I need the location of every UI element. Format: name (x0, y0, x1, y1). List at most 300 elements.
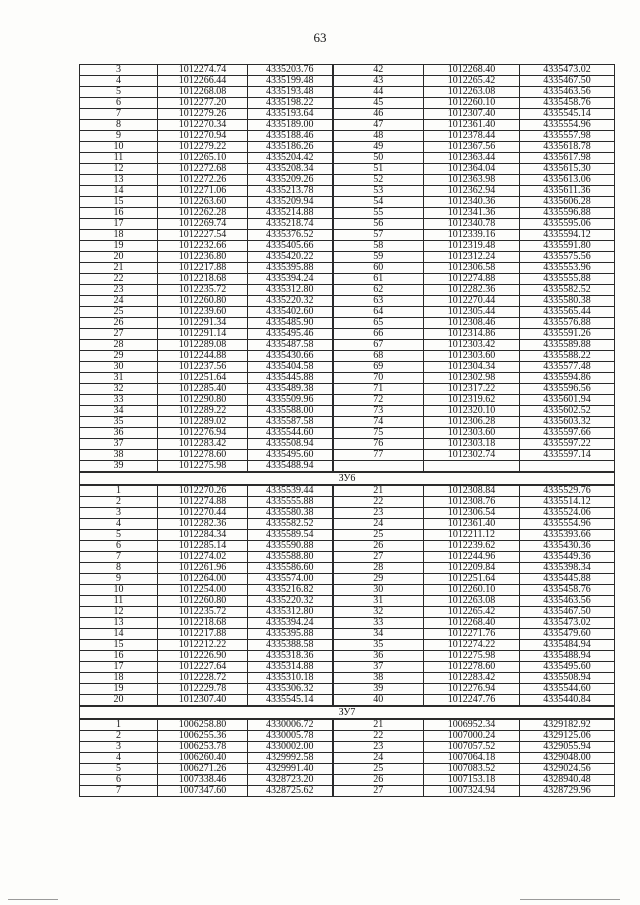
point-number-cell: 32 (333, 607, 424, 618)
point-number-cell: 36 (80, 428, 158, 439)
footer-rule-right (520, 899, 620, 900)
x-coordinate-cell: 1006952.34 (424, 719, 520, 731)
x-coordinate-cell: 1007324.94 (424, 786, 520, 797)
x-coordinate-cell: 1012226.90 (158, 651, 248, 662)
point-number-cell: 20 (80, 252, 158, 263)
point-number-cell: 30 (80, 362, 158, 373)
point-number-cell: 44 (333, 87, 424, 98)
y-coordinate-cell: 4335577.48 (520, 362, 615, 373)
point-number-cell: 20 (80, 695, 158, 707)
x-coordinate-cell: 1012262.28 (158, 208, 248, 219)
point-number-cell: 17 (80, 219, 158, 230)
y-coordinate-cell: 4335449.36 (520, 552, 615, 563)
y-coordinate-cell: 4335488.94 (248, 461, 333, 473)
x-coordinate-cell: 1012263.60 (158, 197, 248, 208)
x-coordinate-cell: 1012272.68 (158, 164, 248, 175)
y-coordinate-cell: 4335208.34 (248, 164, 333, 175)
table-row (80, 208, 615, 219)
x-coordinate-cell: 1012303.60 (424, 428, 520, 439)
y-coordinate-cell: 4335591.26 (520, 329, 615, 340)
point-number-cell: 19 (80, 684, 158, 695)
x-coordinate-cell: 1012270.34 (158, 120, 248, 131)
point-number-cell: 66 (333, 329, 424, 340)
point-number-cell: 49 (333, 142, 424, 153)
table-row (80, 607, 615, 618)
point-number-cell: 5 (80, 530, 158, 541)
footer-rule-left (8, 899, 58, 900)
point-number-cell: 9 (80, 574, 158, 585)
y-coordinate-cell: 4335398.34 (520, 563, 615, 574)
point-number-cell: 73 (333, 406, 424, 417)
y-coordinate-cell: 4335463.56 (520, 596, 615, 607)
y-coordinate-cell: 4329991.40 (248, 764, 333, 775)
y-coordinate-cell: 4335312.80 (248, 285, 333, 296)
x-coordinate-cell: 1012270.44 (158, 508, 248, 519)
table-row (80, 629, 615, 640)
point-number-cell (333, 461, 424, 473)
point-number-cell: 28 (333, 563, 424, 574)
y-coordinate-cell: 4335395.88 (248, 263, 333, 274)
y-coordinate-cell: 4335545.14 (520, 109, 615, 120)
x-coordinate-cell: 1012274.88 (158, 497, 248, 508)
point-number-cell: 52 (333, 175, 424, 186)
coordinates-table (79, 64, 615, 797)
point-number-cell: 25 (333, 764, 424, 775)
x-coordinate-cell: 1012260.10 (424, 585, 520, 596)
table-row (80, 439, 615, 450)
x-coordinate-cell: 1012317.22 (424, 384, 520, 395)
x-coordinate-cell: 1012302.74 (424, 450, 520, 461)
x-coordinate-cell: 1012378.44 (424, 131, 520, 142)
point-number-cell: 1 (80, 485, 158, 497)
table-row (80, 461, 615, 473)
y-coordinate-cell: 4335203.76 (248, 65, 333, 76)
y-coordinate-cell: 4335489.38 (248, 384, 333, 395)
y-coordinate-cell: 4335596.88 (520, 208, 615, 219)
y-coordinate-cell: 4329182.92 (520, 719, 615, 731)
point-number-cell: 77 (333, 450, 424, 461)
x-coordinate-cell: 1012251.64 (424, 574, 520, 585)
point-number-cell: 6 (80, 98, 158, 109)
y-coordinate-cell: 4335508.94 (248, 439, 333, 450)
x-coordinate-cell: 1012303.42 (424, 340, 520, 351)
x-coordinate-cell: 1012319.48 (424, 241, 520, 252)
table-row (80, 574, 615, 585)
point-number-cell: 16 (80, 208, 158, 219)
y-coordinate-cell: 4335588.80 (248, 552, 333, 563)
point-number-cell: 3 (80, 65, 158, 76)
y-coordinate-cell: 4328725.62 (248, 786, 333, 797)
point-number-cell: 43 (333, 76, 424, 87)
x-coordinate-cell: 1007064.18 (424, 753, 520, 764)
point-number-cell: 60 (333, 263, 424, 274)
x-coordinate-cell: 1007083.52 (424, 764, 520, 775)
x-coordinate-cell: 1012339.16 (424, 230, 520, 241)
point-number-cell: 13 (80, 175, 158, 186)
y-coordinate-cell: 4328723.20 (248, 775, 333, 786)
x-coordinate-cell: 1012320.10 (424, 406, 520, 417)
y-coordinate-cell: 4335440.84 (520, 695, 615, 707)
x-coordinate-cell: 1012277.20 (158, 98, 248, 109)
table-row (80, 618, 615, 629)
point-number-cell: 18 (80, 673, 158, 684)
table-row (80, 153, 615, 164)
point-number-cell: 51 (333, 164, 424, 175)
section-header-row (80, 706, 615, 719)
point-number-cell: 3 (80, 742, 158, 753)
x-coordinate-cell: 1012308.84 (424, 485, 520, 497)
y-coordinate-cell: 4329992.58 (248, 753, 333, 764)
table-row (80, 417, 615, 428)
y-coordinate-cell: 4335209.26 (248, 175, 333, 186)
point-number-cell: 35 (333, 640, 424, 651)
point-number-cell: 39 (80, 461, 158, 473)
x-coordinate-cell: 1012340.36 (424, 197, 520, 208)
y-coordinate-cell: 4335306.32 (248, 684, 333, 695)
y-coordinate-cell: 4335188.46 (248, 131, 333, 142)
point-number-cell: 8 (80, 563, 158, 574)
point-number-cell: 33 (333, 618, 424, 629)
table-row (80, 142, 615, 153)
y-coordinate-cell: 4335479.60 (520, 629, 615, 640)
y-coordinate-cell: 4335594.86 (520, 373, 615, 384)
point-number-cell: 7 (80, 786, 158, 797)
x-coordinate-cell: 1012211.12 (424, 530, 520, 541)
x-coordinate-cell: 1012340.78 (424, 219, 520, 230)
y-coordinate-cell: 4335420.22 (248, 252, 333, 263)
y-coordinate-cell: 4335487.58 (248, 340, 333, 351)
point-number-cell: 37 (333, 662, 424, 673)
x-coordinate-cell: 1012276.94 (158, 428, 248, 439)
point-number-cell: 4 (80, 76, 158, 87)
point-number-cell: 68 (333, 351, 424, 362)
x-coordinate-cell: 1012274.88 (424, 274, 520, 285)
y-coordinate-cell: 4335595.06 (520, 219, 615, 230)
table-row (80, 65, 615, 76)
y-coordinate-cell: 4335580.38 (520, 296, 615, 307)
y-coordinate-cell: 4335545.14 (248, 695, 333, 707)
point-number-cell: 58 (333, 241, 424, 252)
point-number-cell: 65 (333, 318, 424, 329)
y-coordinate-cell: 4335575.56 (520, 252, 615, 263)
x-coordinate-cell: 1007000.24 (424, 731, 520, 742)
table-row (80, 274, 615, 285)
point-number-cell: 11 (80, 153, 158, 164)
y-coordinate-cell: 4335590.88 (248, 541, 333, 552)
y-coordinate-cell: 4335553.96 (520, 263, 615, 274)
point-number-cell: 55 (333, 208, 424, 219)
point-number-cell: 8 (80, 120, 158, 131)
table-row (80, 252, 615, 263)
point-number-cell: 10 (80, 142, 158, 153)
point-number-cell: 11 (80, 596, 158, 607)
y-coordinate-cell: 4335574.00 (248, 574, 333, 585)
table-row (80, 764, 615, 775)
y-coordinate-cell: 4335597.66 (520, 428, 615, 439)
table-row (80, 395, 615, 406)
y-coordinate-cell: 4335594.12 (520, 230, 615, 241)
x-coordinate-cell: 1012302.98 (424, 373, 520, 384)
x-coordinate-cell: 1012263.08 (424, 596, 520, 607)
point-number-cell: 39 (333, 684, 424, 695)
point-number-cell: 64 (333, 307, 424, 318)
y-coordinate-cell: 4329048.00 (520, 753, 615, 764)
x-coordinate-cell: 1012244.88 (158, 351, 248, 362)
point-number-cell: 30 (333, 585, 424, 596)
y-coordinate-cell: 4335554.96 (520, 120, 615, 131)
point-number-cell: 29 (333, 574, 424, 585)
table-row (80, 241, 615, 252)
x-coordinate-cell: 1006255.36 (158, 731, 248, 742)
y-coordinate-cell: 4335582.52 (520, 285, 615, 296)
y-coordinate-cell: 4335580.38 (248, 508, 333, 519)
x-coordinate-cell: 1012283.42 (424, 673, 520, 684)
y-coordinate-cell: 4335220.32 (248, 296, 333, 307)
x-coordinate-cell: 1012282.36 (158, 519, 248, 530)
point-number-cell: 61 (333, 274, 424, 285)
table-row (80, 340, 615, 351)
y-coordinate-cell: 4335555.88 (520, 274, 615, 285)
table-row (80, 362, 615, 373)
coordinates-table-container (79, 64, 614, 797)
point-number-cell: 18 (80, 230, 158, 241)
y-coordinate-cell: 4328940.48 (520, 775, 615, 786)
x-coordinate-cell: 1012209.84 (424, 563, 520, 574)
point-number-cell: 15 (80, 197, 158, 208)
x-coordinate-cell: 1012270.44 (424, 296, 520, 307)
point-number-cell: 34 (80, 406, 158, 417)
x-coordinate-cell: 1006260.40 (158, 753, 248, 764)
y-coordinate-cell: 4335606.28 (520, 197, 615, 208)
y-coordinate-cell: 4335376.52 (248, 230, 333, 241)
y-coordinate-cell: 4335404.58 (248, 362, 333, 373)
x-coordinate-cell: 1007057.52 (424, 742, 520, 753)
point-number-cell: 6 (80, 541, 158, 552)
table-row (80, 563, 615, 574)
x-coordinate-cell: 1007347.60 (158, 786, 248, 797)
y-coordinate-cell: 4335199.48 (248, 76, 333, 87)
x-coordinate-cell: 1012307.40 (424, 109, 520, 120)
x-coordinate-cell: 1012237.56 (158, 362, 248, 373)
y-coordinate-cell: 4335394.24 (248, 274, 333, 285)
x-coordinate-cell (424, 461, 520, 473)
y-coordinate-cell: 4335473.02 (520, 618, 615, 629)
y-coordinate-cell: 4335473.02 (520, 65, 615, 76)
x-coordinate-cell: 1012229.78 (158, 684, 248, 695)
y-coordinate-cell: 4335393.66 (520, 530, 615, 541)
x-coordinate-cell: 1012247.76 (424, 695, 520, 707)
point-number-cell: 36 (333, 651, 424, 662)
x-coordinate-cell: 1012227.64 (158, 662, 248, 673)
y-coordinate-cell: 4328729.96 (520, 786, 615, 797)
point-number-cell: 5 (80, 87, 158, 98)
y-coordinate-cell: 4335430.66 (248, 351, 333, 362)
table-row (80, 695, 615, 707)
x-coordinate-cell: 1012244.96 (424, 552, 520, 563)
y-coordinate-cell: 4335186.26 (248, 142, 333, 153)
x-coordinate-cell: 1012261.96 (158, 563, 248, 574)
x-coordinate-cell: 1012291.34 (158, 318, 248, 329)
x-coordinate-cell: 1012218.68 (158, 618, 248, 629)
y-coordinate-cell: 4335601.94 (520, 395, 615, 406)
point-number-cell: 25 (333, 530, 424, 541)
table-row (80, 307, 615, 318)
x-coordinate-cell: 1012284.34 (158, 530, 248, 541)
y-coordinate-cell: 4335544.60 (248, 428, 333, 439)
table-row (80, 585, 615, 596)
point-number-cell: 21 (333, 485, 424, 497)
y-coordinate-cell: 4335576.88 (520, 318, 615, 329)
x-coordinate-cell: 1012283.42 (158, 439, 248, 450)
table-row (80, 87, 615, 98)
point-number-cell: 69 (333, 362, 424, 373)
page-number: 63 (313, 30, 327, 45)
y-coordinate-cell: 4335586.60 (248, 563, 333, 574)
point-number-cell: 3 (80, 508, 158, 519)
point-number-cell: 27 (80, 329, 158, 340)
point-number-cell: 21 (80, 263, 158, 274)
x-coordinate-cell: 1012263.08 (424, 87, 520, 98)
x-coordinate-cell: 1012254.00 (158, 585, 248, 596)
y-coordinate-cell: 4329055.94 (520, 742, 615, 753)
y-coordinate-cell: 4335445.88 (520, 574, 615, 585)
x-coordinate-cell: 1006258.80 (158, 719, 248, 731)
x-coordinate-cell: 1012308.46 (424, 318, 520, 329)
y-coordinate-cell: 4330002.00 (248, 742, 333, 753)
point-number-cell: 21 (333, 719, 424, 731)
table-row (80, 731, 615, 742)
point-number-cell: 47 (333, 120, 424, 131)
table-row (80, 640, 615, 651)
point-number-cell: 22 (80, 274, 158, 285)
table-row (80, 428, 615, 439)
table-row (80, 329, 615, 340)
y-coordinate-cell: 4335591.80 (520, 241, 615, 252)
y-coordinate-cell: 4335402.60 (248, 307, 333, 318)
point-number-cell: 23 (80, 285, 158, 296)
y-coordinate-cell: 4335213.78 (248, 186, 333, 197)
x-coordinate-cell: 1012275.98 (424, 651, 520, 662)
y-coordinate-cell: 4335508.94 (520, 673, 615, 684)
table-row (80, 662, 615, 673)
x-coordinate-cell: 1012306.58 (424, 263, 520, 274)
point-number-cell: 7 (80, 109, 158, 120)
point-number-cell: 42 (333, 65, 424, 76)
table-row (80, 497, 615, 508)
point-number-cell: 31 (80, 373, 158, 384)
point-number-cell: 70 (333, 373, 424, 384)
x-coordinate-cell: 1012272.26 (158, 175, 248, 186)
y-coordinate-cell: 4335582.52 (248, 519, 333, 530)
x-coordinate-cell: 1012266.44 (158, 76, 248, 87)
y-coordinate-cell: 4335488.94 (520, 651, 615, 662)
point-number-cell: 53 (333, 186, 424, 197)
table-row (80, 120, 615, 131)
y-coordinate-cell: 4335314.88 (248, 662, 333, 673)
table-row (80, 530, 615, 541)
y-coordinate-cell: 4335495.60 (520, 662, 615, 673)
point-number-cell: 48 (333, 131, 424, 142)
x-coordinate-cell: 1012268.40 (424, 618, 520, 629)
y-coordinate-cell: 4335529.76 (520, 485, 615, 497)
point-number-cell: 23 (333, 508, 424, 519)
y-coordinate-cell: 4335554.96 (520, 519, 615, 530)
x-coordinate-cell: 1012260.80 (158, 296, 248, 307)
table-row (80, 719, 615, 731)
point-number-cell: 54 (333, 197, 424, 208)
x-coordinate-cell: 1012235.72 (158, 285, 248, 296)
point-number-cell: 22 (333, 497, 424, 508)
point-number-cell: 29 (80, 351, 158, 362)
point-number-cell: 25 (80, 307, 158, 318)
x-coordinate-cell: 1012289.08 (158, 340, 248, 351)
x-coordinate-cell: 1012212.22 (158, 640, 248, 651)
table-row (80, 519, 615, 530)
point-number-cell: 12 (80, 607, 158, 618)
y-coordinate-cell: 4335617.98 (520, 153, 615, 164)
point-number-cell: 2 (80, 731, 158, 742)
point-number-cell: 56 (333, 219, 424, 230)
point-number-cell: 16 (80, 651, 158, 662)
table-row (80, 98, 615, 109)
y-coordinate-cell: 4335430.36 (520, 541, 615, 552)
y-coordinate-cell: 4335589.54 (248, 530, 333, 541)
point-number-cell: 17 (80, 662, 158, 673)
point-number-cell: 24 (333, 519, 424, 530)
x-coordinate-cell: 1012269.74 (158, 219, 248, 230)
y-coordinate-cell: 4335495.46 (248, 329, 333, 340)
y-coordinate-cell: 4335495.60 (248, 450, 333, 461)
table-row (80, 450, 615, 461)
x-coordinate-cell: 1012303.18 (424, 439, 520, 450)
y-coordinate-cell: 4335565.44 (520, 307, 615, 318)
table-row (80, 76, 615, 87)
point-number-cell: 62 (333, 285, 424, 296)
table-row (80, 318, 615, 329)
x-coordinate-cell: 1012235.72 (158, 607, 248, 618)
table-row (80, 596, 615, 607)
y-coordinate-cell: 4329024.56 (520, 764, 615, 775)
x-coordinate-cell: 1012364.04 (424, 164, 520, 175)
x-coordinate-cell: 1012363.98 (424, 175, 520, 186)
y-coordinate-cell: 4335485.90 (248, 318, 333, 329)
x-coordinate-cell: 1012217.88 (158, 629, 248, 640)
y-coordinate-cell: 4335555.88 (248, 497, 333, 508)
x-coordinate-cell: 1007153.18 (424, 775, 520, 786)
x-coordinate-cell: 1012312.24 (424, 252, 520, 263)
x-coordinate-cell: 1012362.94 (424, 186, 520, 197)
x-coordinate-cell: 1012276.94 (424, 684, 520, 695)
x-coordinate-cell: 1012274.74 (158, 65, 248, 76)
point-number-cell: 22 (333, 731, 424, 742)
y-coordinate-cell: 4335218.74 (248, 219, 333, 230)
section-title: ЗУ6 (80, 472, 615, 485)
point-number-cell: 19 (80, 241, 158, 252)
point-number-cell: 24 (333, 753, 424, 764)
table-row (80, 508, 615, 519)
y-coordinate-cell: 4335388.58 (248, 640, 333, 651)
y-coordinate-cell: 4335602.52 (520, 406, 615, 417)
y-coordinate-cell: 4335615.30 (520, 164, 615, 175)
x-coordinate-cell: 1012289.02 (158, 417, 248, 428)
x-coordinate-cell: 1012278.60 (158, 450, 248, 461)
x-coordinate-cell: 1012268.08 (158, 87, 248, 98)
x-coordinate-cell: 1012236.80 (158, 252, 248, 263)
point-number-cell: 5 (80, 764, 158, 775)
y-coordinate-cell: 4335193.48 (248, 87, 333, 98)
x-coordinate-cell: 1012290.80 (158, 395, 248, 406)
table-row (80, 285, 615, 296)
